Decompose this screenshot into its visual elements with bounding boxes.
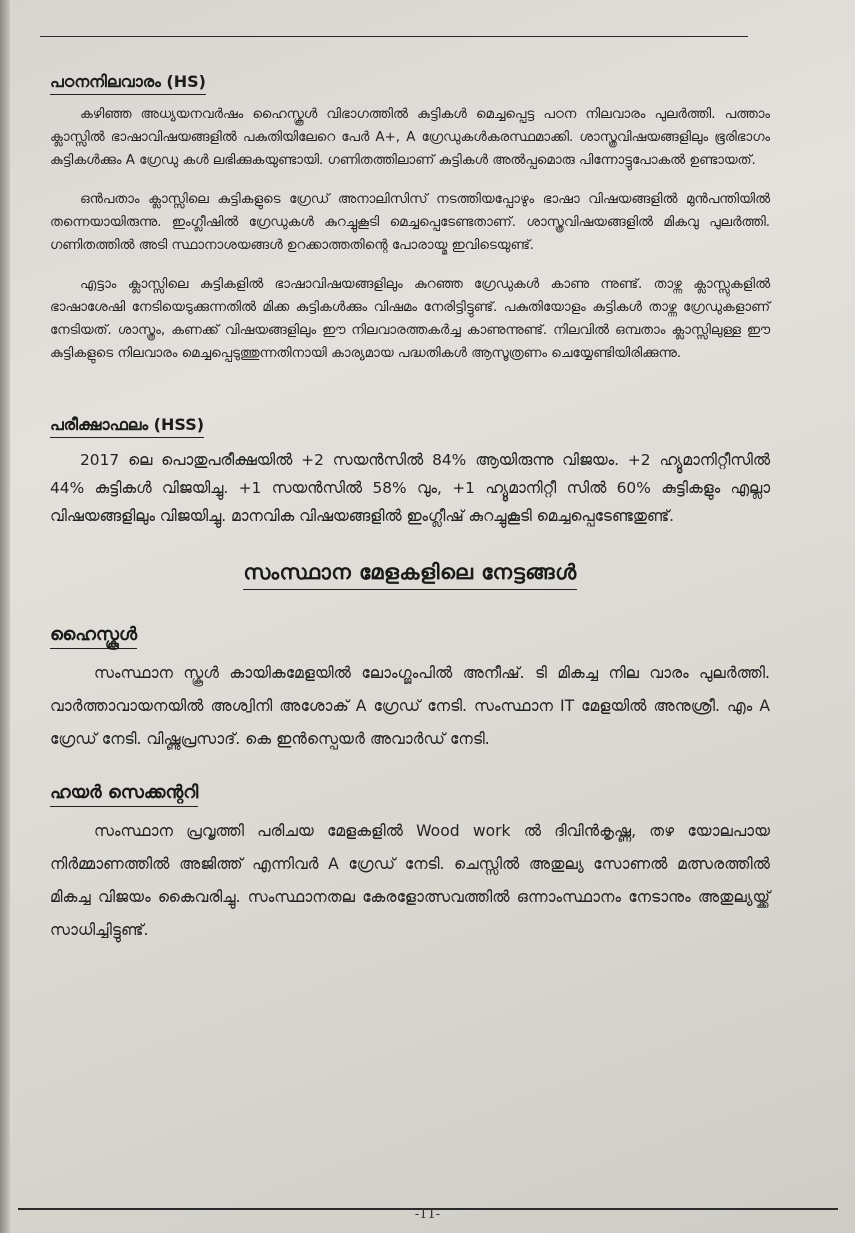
higher-secondary-heading: ഹയർ സെക്കന്ററി [50,782,198,807]
hss-results-paragraph: 2017 ലെ പൊതുപരീക്ഷയിൽ +2 സയൻസിൽ 84% ആയിരുന്നു വിജയം. +2 ഹ്യൂമാനിറ്റീസിൽ 44% കുട്ടികൾ വിജയിച്ചു. +1 സയൻസിൽ 58% വും, +1 ഹ്യൂമാനിറ്റീ സിൽ 60% കുട്ടികളും എല്ലാ വിഷയങ്ങളിലും വിജയിച്ചു. മാനവിക വിഷയങ്ങളിൽ ഇംഗ്ലീഷ് കുറച്ചുകൂടി മെച്ചപ്പെടേണ്ടതുണ്ട്. [50,451,770,525]
higher-secondary-paragraph: സംസ്ഥാന പ്രവൃത്തി പരിചയ മേളകളിൽ Wood work ൽ ദിവിൻകൃഷ്ണ, തഴ യോലപായ നിർമ്മാണത്തിൽ അജിത്ത് എന്നിവർ A ഗ്രേഡ് നേടി. ചെസ്സിൽ അതുല്യ സോണൽ മത്സരത്തിൽ മികച്ച വിജയം കൈവരിച്ചു. സംസ്ഥാനതല കേരളോത്സവത്തിൽ ഒന്നാംസ്ഥാനം നേടാനും അതുല്യയ്ക്ക് സാധിച്ചിട്ടുണ്ട്. [50,822,770,939]
hs-results-paragraph-1: കഴിഞ്ഞ അധ്യയനവർഷം ഹൈസ്കൂൾ വിഭാഗത്തിൽ കുട്ടികൾ മെച്ചപ്പെട്ട പഠന നിലവാരം പുലർത്തി. പത്താം ക്ലാസ്സിൽ ഭാഷാവിഷയങ്ങളിൽ പകുതിയിലേറെ പേർ A+, A ഗ്രേഡുകൾകരസ്ഥമാക്കി. ശാസ്ത്രവിഷയങ്ങളിലും ഭൂരിഭാഗം കുട്ടികൾക്കും A ഗ്രേഡു കൾ ലഭിക്കുകയുണ്ടായി. ഗണിതത്തിലാണ് കുട്ടികൾ അൽപ്പമൊരു പിന്നോട്ടുപോകൽ ഉണ്ടായത്. [50,107,770,168]
page-number: -11- [414,1207,441,1222]
hss-results-heading: പരീക്ഷാഫലം (HSS) [50,415,204,438]
hss-results-section [50,415,770,530]
state-fair-title: സംസ്ഥാന മേളകളിലെ നേട്ടങ്ങൾ [243,560,576,590]
hs-results-heading: പഠനനിലവാരം (HS) [50,72,206,95]
hs-results-section [50,72,770,365]
state-fair-title-wrap [50,560,770,590]
page-binding-edge [0,0,10,1233]
state-fair-highschool-section [50,624,770,756]
state-fair-higher-secondary-section [50,782,770,947]
highschool-paragraph: സംസ്ഥാന സ്കൂൾ കായികമേളയിൽ ലോംഗ്ജംപിൽ അനീഷ്. ടി മികച്ച നില വാരം പുലർത്തി. വാർത്താവായനയിൽ അശ്വിനി അശോക് A ഗ്രേഡ് നേടി. സംസ്ഥാന IT മേളയിൽ അനുശ്രീ. എം A ഗ്രേഡ് നേടി. വിഷ്ണുപ്രസാദ്. കെ ഇൻസ്പെയർ അവാർഡ് നേടി. [50,664,770,748]
top-rule [40,36,748,37]
hs-results-paragraph-2: ഒൻപതാം ക്ലാസ്സിലെ കുട്ടികളുടെ ഗ്രേഡ് അനാലിസിസ് നടത്തിയപ്പോഴും ഭാഷാ വിഷയങ്ങളിൽ മുൻപന്തിയിൽ തന്നെയായിരുന്നു. ഇംഗ്ലീഷിൽ ഗ്രേഡുകൾ കുറച്ചുകൂടി മെച്ചപ്പെടേണ്ടതാണ്. ശാസ്ത്രവിഷയങ്ങളിൽ മികവു പുലർത്തി. ഗണിതത്തിൽ അടി സ്ഥാനാശയങ്ങൾ ഉറക്കാത്തതിന്റെ പോരായ്മ ഇവിടെയുണ്ട്. [50,192,770,253]
hs-results-paragraph-3: എട്ടാം ക്ലാസ്സിലെ കുട്ടികളിൽ ഭാഷാവിഷയങ്ങളിലും കുറഞ്ഞ ഗ്രേഡുകൾ കാണു ന്നുണ്ട്. താഴ്ന്ന ക്ലാസ്സുകളിൽ ഭാഷാശേഷി നേടിയെടുക്കുന്നതിൽ മിക്ക കുട്ടികൾക്കും വിഷമം നേരിട്ടിട്ടുണ്ട്. പകുതിയോളം കുട്ടികൾ താഴ്ന്ന ഗ്രേഡുകളാണ് നേടിയത്. ശാസ്ത്രം, കണക്ക് വിഷയങ്ങളിലും ഈ നിലവാരത്തകർച്ച കാണുന്നുണ്ട്. നിലവിൽ ഒമ്പതാം ക്ലാസ്സിലുള്ള ഈ കുട്ടികളുടെ നിലവാരം മെച്ചപ്പെടുത്തുന്നതിനായി കാര്യമായ പദ്ധതികൾ ആസൂത്രണം ചെയ്യേണ്ടിയിരിക്കുന്നു. [50,277,770,361]
highschool-heading: ഹൈസ്കൂൾ [50,624,137,649]
page-content [50,72,770,947]
